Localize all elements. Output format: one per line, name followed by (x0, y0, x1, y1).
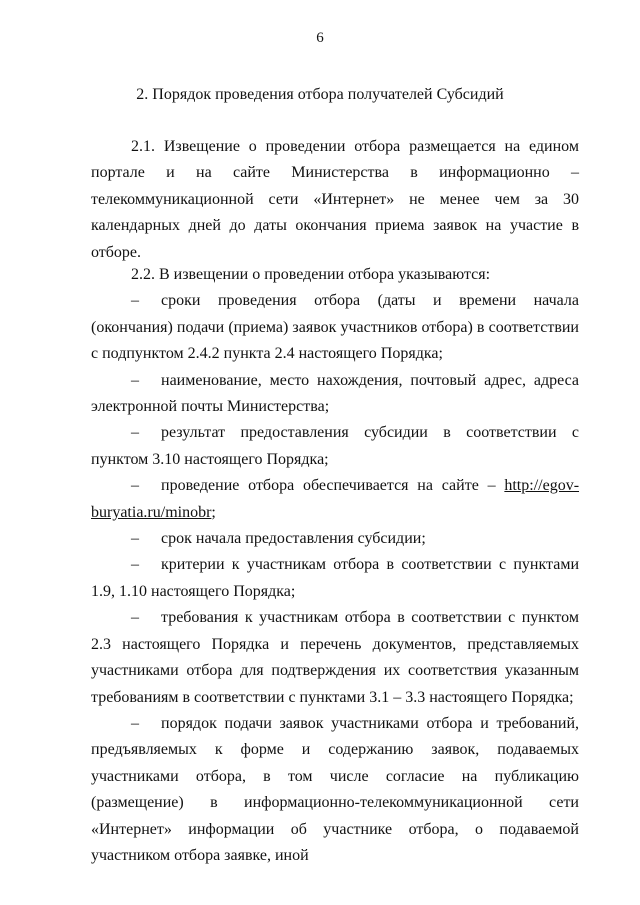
dash-marker: – (131, 371, 139, 389)
list-item-text: порядок подачи заявок участниками отбора и требований, предъявляемых к форме и содержанию заявок, подаваемых участниками отбора, в том числе согласие на публикацию (размещение) в информационно-телекоммуникационной сети «Интернет» информации об участнике отбора, о подаваемой участником отбора заявке, иной (91, 714, 579, 864)
dash-marker: – (131, 609, 139, 627)
list-item-text: требования к участникам отбора в соответствии с пунктом 2.3 настоящего Порядка и перечень документов, представляемых участниками отбора для подтверждения их соответствия указанным требованиям в соответствии с пунктами 3.1 – 3.3 настоящего Порядка; (91, 609, 579, 706)
list-item (91, 368, 579, 421)
ministry-website-link[interactable]: http://egov-buryatia.ru/minobr (91, 477, 580, 521)
paragraph-2-2 (91, 262, 579, 869)
dash-marker: – (131, 556, 139, 574)
dash-marker: – (131, 424, 139, 442)
list-item-text: результат предоставления субсидии в соответствии с пунктом 3.10 настоящего Порядка; (91, 424, 579, 468)
dash-marker: – (131, 530, 139, 548)
paragraph-2-1-text: 2.1. Извещение о проведении отбора размещается на едином портале и на сайте Министерства в информационно – телекоммуникационной сети «Интернет» не менее чем за 30 календарных дней до даты окончания приема заявок на участие в отборе. (91, 138, 579, 261)
list-item-text: срок начала предоставления субсидии; (161, 530, 426, 548)
section-heading: 2. Порядок проведения отбора получателей Субсидий (136, 86, 504, 103)
list-item (91, 526, 579, 552)
paragraph-2-2-intro: 2.2. В извещении о проведении отбора указываются: (131, 266, 491, 283)
dash-marker: – (131, 292, 139, 310)
list-item-text: критерии к участникам отбора в соответствии с пунктами 1.9, 1.10 настоящего Порядка; (91, 556, 579, 600)
dash-marker: – (131, 714, 139, 732)
list-item (91, 288, 579, 367)
paragraph-2-1 (91, 134, 579, 266)
dash-marker: – (131, 477, 139, 495)
list-item-text: проведение отбора обеспечивается на сайте – (161, 477, 496, 495)
list-item (91, 473, 579, 526)
page-number: 6 (316, 30, 324, 46)
announcement-contents-list (91, 288, 579, 869)
list-item (91, 711, 579, 869)
list-item (91, 420, 579, 473)
list-item-text: сроки проведения отбора (даты и времени начала (окончания) подачи (приема) заявок участников отбора) в соответствии с подпунктом 2.4.2 пункта 2.4 настоящего Порядка; (91, 292, 579, 363)
list-item (91, 552, 579, 605)
list-item-punctuation: ; (211, 503, 216, 521)
list-item-text: наименование, место нахождения, почтовый адрес, адреса электронной почты Министерства; (91, 371, 579, 416)
list-item (91, 605, 579, 711)
